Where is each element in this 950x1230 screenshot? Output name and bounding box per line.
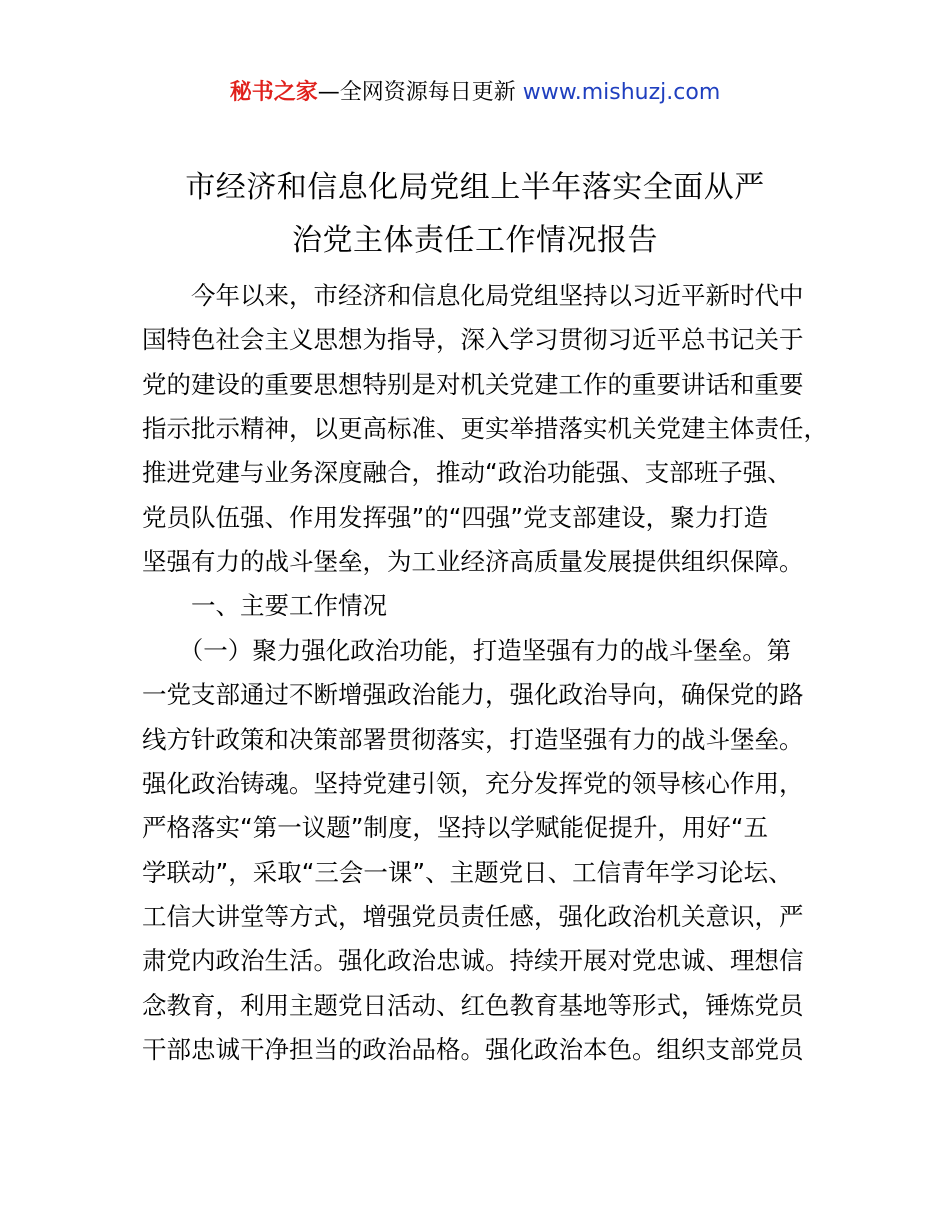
- body-text-line: 推进党建与业务深度融合，推动“政治功能强、支部班子强、: [142, 458, 792, 488]
- body-text-line: 党员队伍强、作用发挥强”的“四强”党支部建设，聚力打造: [142, 502, 769, 532]
- body-text-line: 念教育，利用主题党日活动、红色教育基地等形式，锤炼党员: [142, 990, 804, 1020]
- body-text-line: 线方针政策和决策部署贯彻落实，打造坚强有力的战斗堡垒。: [142, 724, 804, 754]
- site-brand: 秘书之家: [229, 80, 318, 105]
- body-text-line: 国特色社会主义思想为指导，深入学习贯彻习近平总书记关于: [142, 325, 804, 355]
- body-text-line: 一党支部通过不断增强政治能力，强化政治导向，确保党的路: [142, 680, 804, 710]
- body-text-line: 强化政治铸魂。坚持党建引领，充分发挥党的领导核心作用，: [142, 768, 804, 798]
- site-url-link[interactable]: www.mishuzj.com: [522, 80, 721, 105]
- body-text-line: （一）聚力强化政治功能，打造坚强有力的战斗堡垒。第: [142, 635, 792, 665]
- body-text-line: 指示批示精神，以更高标准、更实举措落实机关党建主体责任，: [142, 414, 828, 444]
- body-text-line: 肃党内政治生活。强化政治忠诚。持续开展对党忠诚、理想信: [142, 946, 804, 976]
- body-text-line: 坚强有力的战斗堡垒，为工业经济高质量发展提供组织保障。: [142, 547, 804, 577]
- body-text-line: 工信大讲堂等方式，增强党员责任感，强化政治机关意识，严: [142, 901, 804, 931]
- body-text-line: 干部忠诚干净担当的政治品格。强化政治本色。组织支部党员: [142, 1034, 804, 1064]
- body-text-line: 严格落实“第一议题”制度，坚持以学赋能促提升，用好“五: [142, 813, 769, 843]
- body-text-line: 学联动”，采取“三会一课”、主题党日、工信青年学习论坛、: [142, 857, 793, 887]
- site-slogan: —全网资源每日更新: [317, 80, 523, 105]
- body-text-line: 今年以来，市经济和信息化局党组坚持以习近平新时代中: [142, 281, 804, 310]
- document-title-line-1: 市经济和信息化局党组上半年落实全面从严: [185, 170, 765, 205]
- site-header: [0, 76, 950, 110]
- body-text-line: 党的建设的重要思想特别是对机关党建工作的重要讲话和重要: [142, 369, 804, 399]
- document-title-line-2: 治党主体责任工作情况报告: [292, 223, 658, 258]
- body-text-line: 一、主要工作情况: [142, 591, 387, 621]
